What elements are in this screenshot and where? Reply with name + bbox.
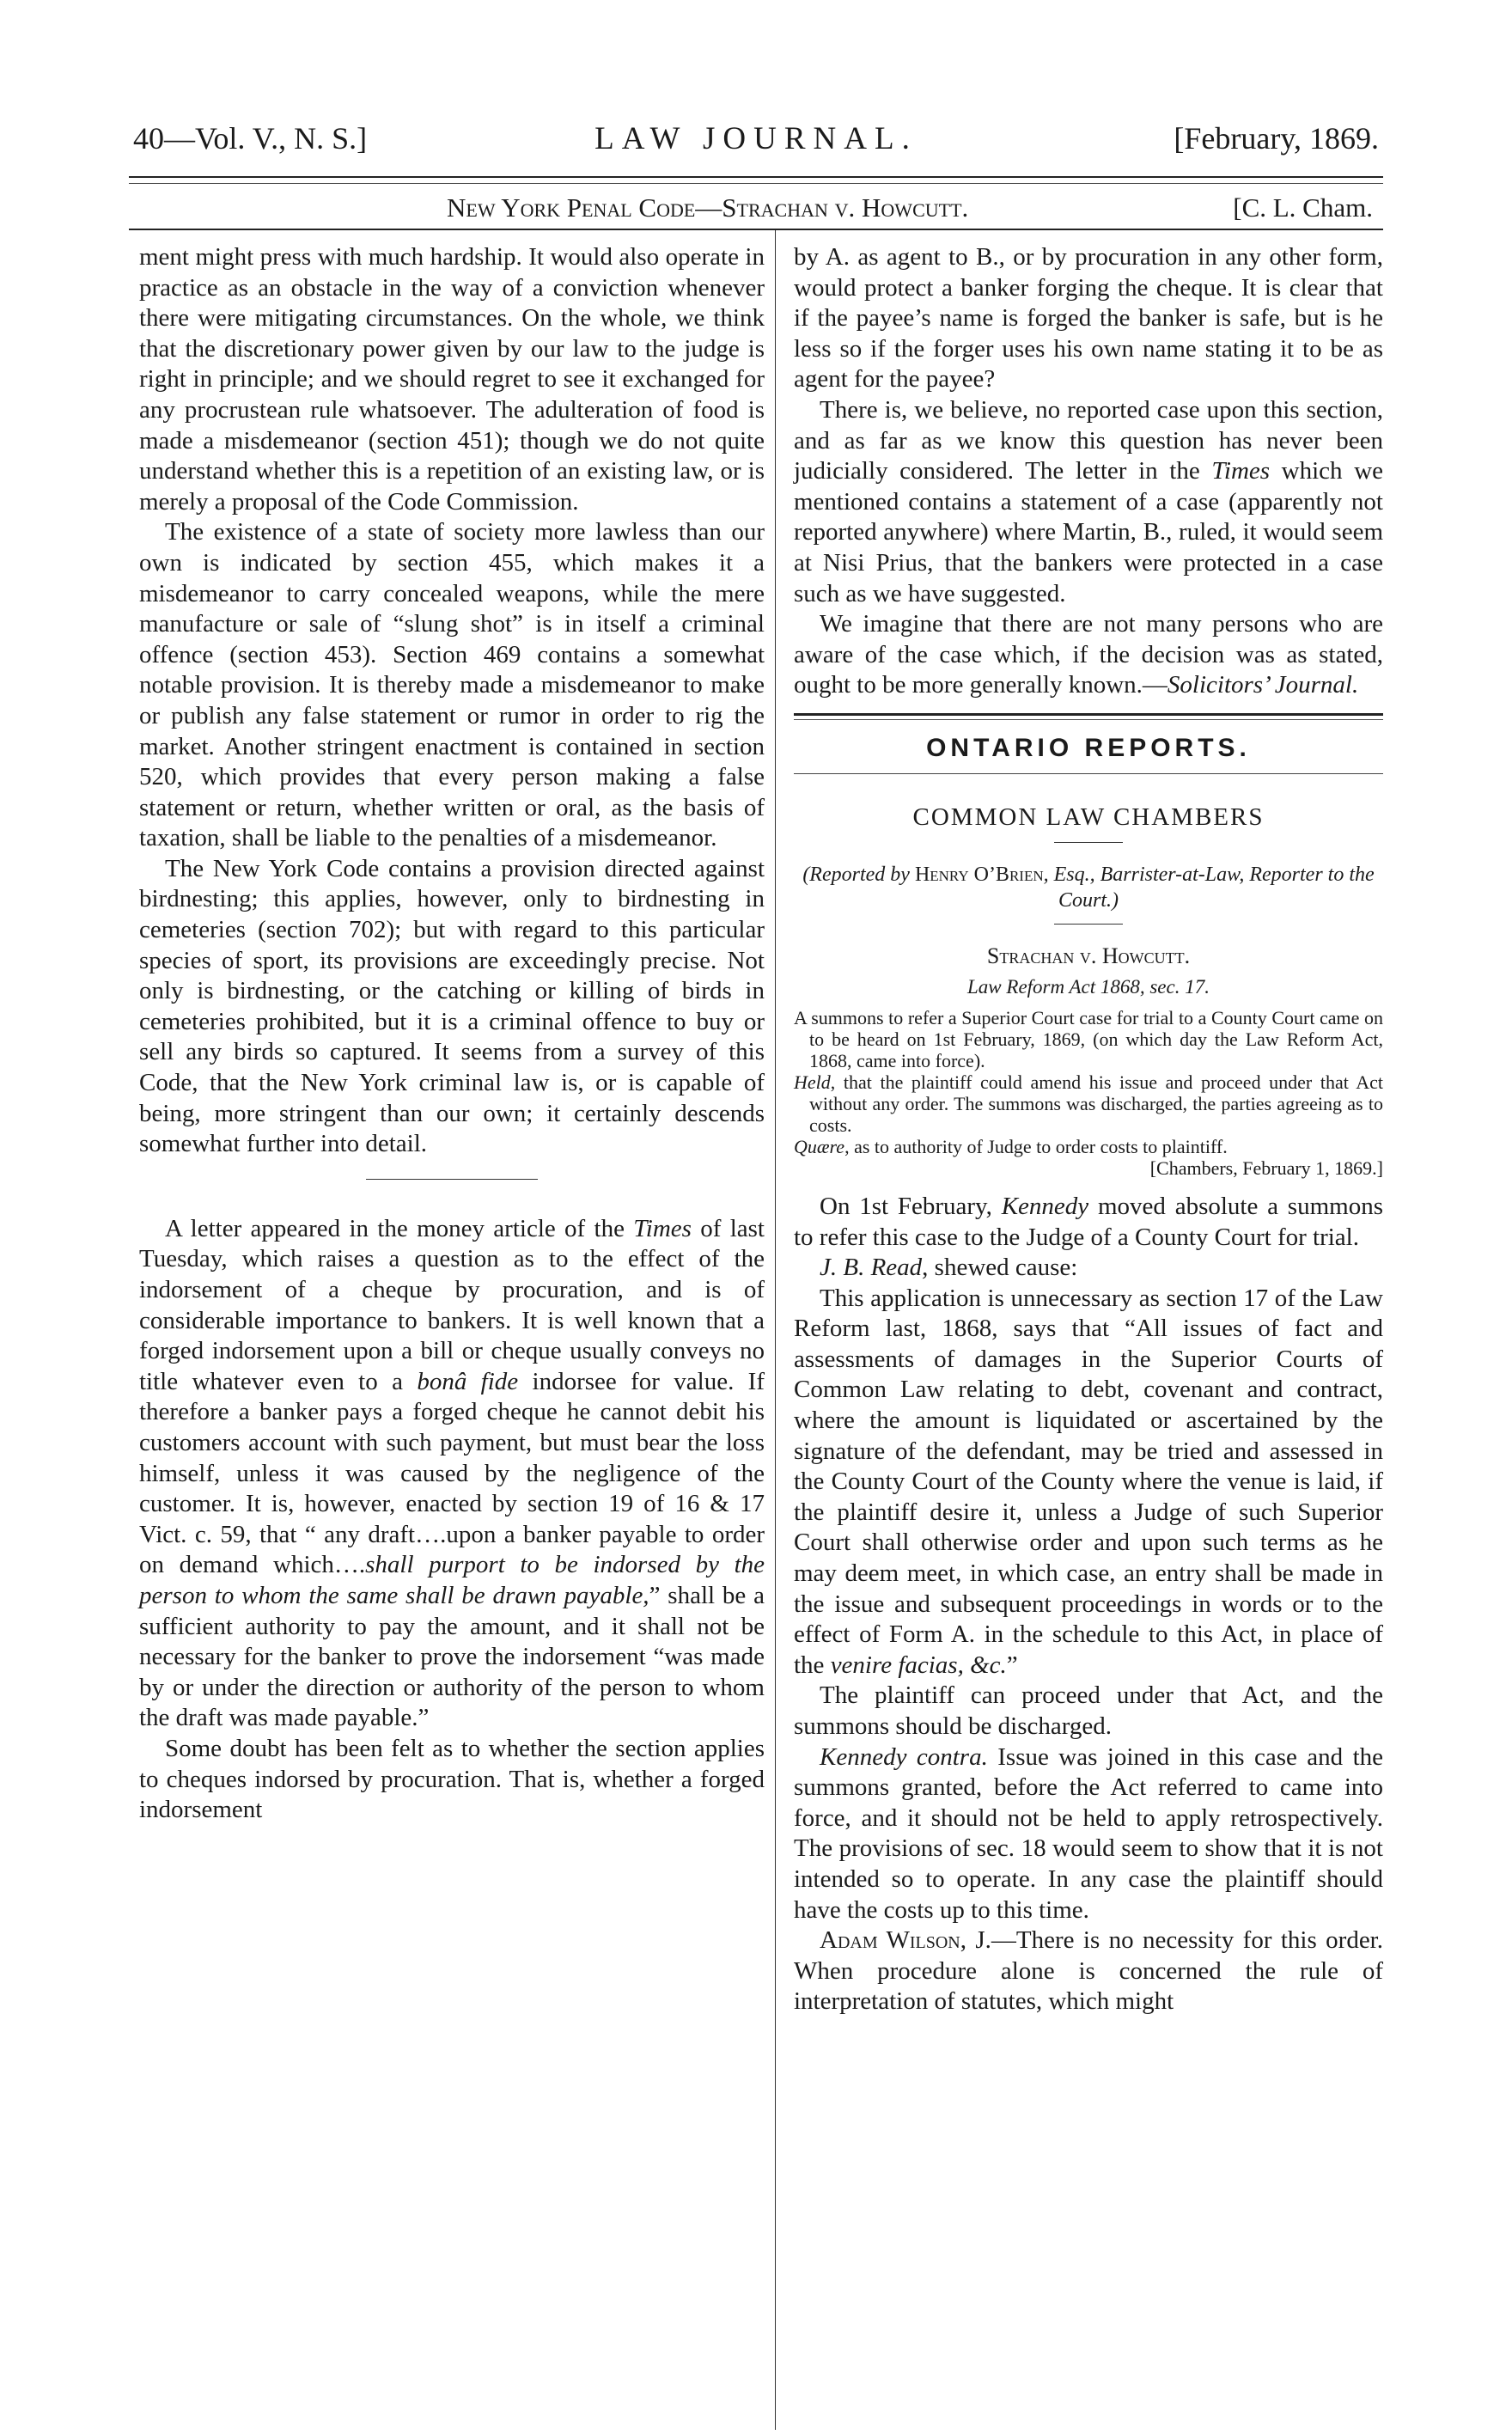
section-rule-thick [794, 713, 1383, 716]
case-title: Strachan v. Howcutt. [986, 943, 1191, 968]
paragraph: Some doubt has been felt as to whether the section applies to cheques indorsed by procuration. That is, whether a forged indorsement [139, 1734, 765, 1824]
text-run: A letter appeared in the money article of the [165, 1214, 634, 1242]
text-run: , shewed cause: [922, 1254, 1078, 1282]
text-run: , Esq., Barrister-at-Law, Reporter to the Court.) [1043, 863, 1375, 912]
section-header [129, 189, 1383, 227]
paragraph [794, 1925, 1383, 2017]
section-title: New York Penal Code—Strachan v. Howcutt. [447, 192, 969, 223]
section-rule-thin [794, 719, 1383, 720]
court-label: [C. L. Cham. [1233, 192, 1373, 223]
article-separator [366, 1179, 538, 1180]
running-head [133, 120, 1379, 172]
paragraph: ment might press with much hardship. It would also operate in practice as an obstacle in the way of a conviction whenever there were mitigating circumstances. On the whole, we think that the discretionary power given by our law to the judge is right in principle; and we should regret to see it exchanged for any procrustean rule whatsoever. The adulteration of food is made a misdemeanor (section 451); though we do not quite understand whether this is a repetition of an existing law, or is merely a proposal of the Code Commission. [139, 243, 765, 516]
text-run: indorsee for value. If therefore a banker pays a forged cheque he cannot debit his customers account with such payment, but must bear the loss himself, unless it was caused by the negligence of the customer. It is, however, enacted by section 19 of 16 & 17 Vict. c. 59, that “ any draft….upon a banker payable to order on demand which…. [139, 1367, 765, 1579]
head-rule-thick [129, 176, 1383, 178]
left-column [139, 242, 765, 1826]
italic-run: Solicitors’ Journal. [1167, 671, 1359, 699]
italic-run: J. B. Read [820, 1254, 923, 1282]
paragraph [794, 1742, 1383, 1926]
subhead-rule [129, 229, 1383, 230]
text-run: We imagine that there are not many persons who are aware of the case which, if the decision was as stated, ought to be more generally known.— [794, 610, 1383, 699]
paragraph: The existence of a state of society more lawless than our own is indicated by section 455, which makes it a misdemeanor to carry concealed weapons, while the mere manufacture or sale of “slung shot” is in itself a criminal offence (section 453). Section 469 contains a somewhat notable provision. It is thereby made a misdemeanor to make or publish any false statement or rumor in order to rig the market. Another stringent enactment is contained in section 520, which provides that every person making a false statement or return, whether written or oral, as the basis of taxation, shall be liable to the penalties of a misdemeanor. [139, 518, 765, 852]
court-heading: COMMON LAW CHAMBERS [912, 803, 1265, 831]
text-run: Issue was joined in this case and the summons granted, before the Act referred to came into force, and it should not be held to apply retrospectively. The provisions of sec. 18 would seem to show that it is not intended so to operate. In any case the plaintiff should have the costs up to this time. [794, 1742, 1384, 1924]
text-run: , as to authority of Judge to order costs to plaintiff. [844, 1135, 1228, 1157]
paragraph: The plaintiff can proceed under that Act, and the summons should be discharged. [794, 1681, 1383, 1740]
text-run: of last Tuesday, which raises a question as to the effect of the indorsement of a cheque by procuration, and is of considerable importance to bankers. It is well known that a forged indorsement upon a bill or cheque usually conveys no title whatever even to a [139, 1214, 765, 1395]
text-run: There is, we believe, no reported case upon this section, and as far as we know this question has never been judicially considered. The letter in the [794, 395, 1383, 485]
headnote [794, 1007, 1383, 1180]
case-statute: Law Reform Act 1868, sec. 17. [967, 975, 1210, 998]
paragraph: The New York Code contains a provision directed against birdnesting; this applies, however, only to birdnesting in cemeteries (section 702); but with regard to this particular species of sport, its provisions are exceedingly precise. Not only is birdnesting, or the catching or killing of birds in cemeteries prohibited, but it is a criminal offence to buy or sell any birds so captured. It seems from a survey of this Code, that the New York criminal law is, or is capable of being, more stringent than our own; it certainly descends somewhat further into detail. [139, 854, 765, 1158]
italic-run: Times [633, 1214, 692, 1242]
issue-date: [February, 1869. [1174, 121, 1379, 156]
text-run: , that the plaintiff could amend his issue and proceed under that Act without any order. The summons was discharged, the parties agreeing as to costs. [809, 1071, 1383, 1136]
reports-heading: ONTARIO REPORTS. [926, 733, 1251, 762]
text-run: ” shall be a sufficient authority to pay the amount, and it shall not be necessary for the banker to prove the indorsement “was made by or under the direction or authority of the person to whom the draft was made payable.” [139, 1581, 765, 1732]
italic-run: shall purport to be indorsed by the person to whom the same shall be drawn payable, [139, 1551, 765, 1609]
paragraph [794, 1192, 1383, 1253]
text-run: moved absolute a summons to refer this case to the Judge of a County Court for trial. [794, 1192, 1383, 1251]
italic-run: Quære [794, 1135, 845, 1157]
text-run: ” [1006, 1651, 1018, 1679]
italic-run: Kennedy [1001, 1192, 1089, 1220]
italic-run: Kennedy contra. [820, 1742, 988, 1771]
reporter-name: Henry O’Brien [914, 863, 1044, 886]
text-run: On 1st February, [820, 1192, 1002, 1220]
paragraph: by A. as agent to B., or by procuration in any other form, would protect a banker forging the cheque. It is clear that if the payee’s name is forged the banker is safe, but is he less so if the forger uses his own name stating it to be as agent for the payee? [794, 243, 1383, 394]
reporter-line [794, 862, 1383, 913]
heading-rule [1054, 924, 1123, 925]
italic-run: Held [794, 1071, 831, 1093]
text-run: which we mentioned contains a statement of a case (apparently not reported anywhere) where Martin, B., ruled, it would seem at Nisi Prius, that the bankers were protected in a case such as we have suggested. [794, 457, 1384, 607]
headnote-line [794, 1071, 1383, 1136]
section-rule-under [794, 773, 1383, 774]
headnote-line: A summons to refer a Superior Court case for trial to a County Court came on to be heard on 1st February, 1869, (on which day the Law Reform Act, 1868, came into force). [794, 1006, 1383, 1071]
paragraph [794, 609, 1383, 701]
text-run: This application is unnecessary as section 17 of the Law Reform last, 1868, says that “All issues of fact and assessments of damages in the Superior Courts of Common Law relating to debt, covenant and contract, where the amount is liquidated or ascertained by the signature of the defendant, may be tried and assessed in the County Court of the County where the venue is laid, if the plaintiff desire it, unless a Judge of such Superior Court shall otherwise order and upon such terms as he may deem meet, in which case, an entry shall be made in the issue and subsequent proceedings in words or to the effect of Form A. in the schedule to this Act, in place of the [794, 1284, 1383, 1679]
journal-title: LAW JOURNAL. [594, 121, 918, 156]
paragraph [794, 395, 1383, 609]
headnote-line [794, 1136, 1383, 1157]
headnote-date: [Chambers, February 1, 1869.] [1149, 1156, 1383, 1179]
italic-run: bonâ fide [417, 1367, 519, 1395]
volume-label: 40—Vol. V., N. S.] [133, 121, 368, 156]
head-rule-thin [129, 183, 1383, 184]
column-divider [775, 230, 776, 2430]
right-column [794, 242, 1383, 2017]
italic-run: venire facias, &c. [830, 1651, 1007, 1679]
paragraph [794, 1284, 1383, 1681]
italic-run: Times [1211, 457, 1271, 485]
judge-name: Adam Wilson [820, 1926, 960, 1955]
paragraph [794, 1253, 1383, 1284]
heading-rule [1054, 842, 1123, 843]
text-run: , J.—There is no necessity for this order. When procedure alone is concerned the rule of interpretation of statutes, which might [794, 1926, 1383, 2016]
paragraph [139, 1214, 765, 1734]
text-run: (Reported by [802, 863, 915, 886]
